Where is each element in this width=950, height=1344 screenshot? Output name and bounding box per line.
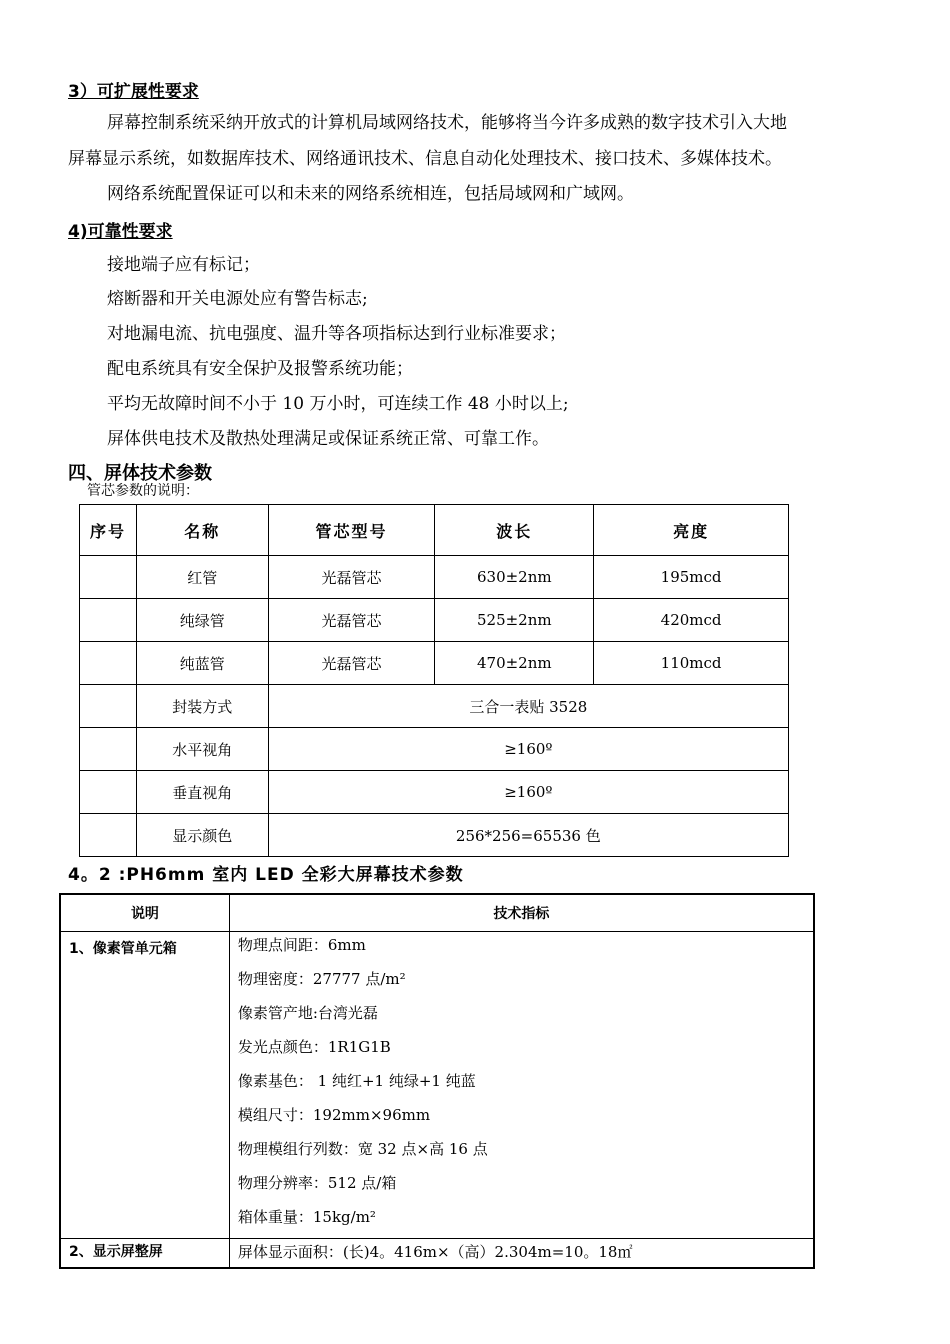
list-item: 屏体供电技术及散热处理满足或保证系统正常、可靠工作。 [107, 429, 549, 449]
list-item: 配电系统具有安全保护及报警系统功能； [107, 359, 413, 379]
header-cell: 管芯型号 [268, 505, 435, 556]
table-cell: 纯绿管 [136, 599, 268, 642]
list-item: 平均无故障时间不小于 10 万小时，可连续工作 48 小时以上; [107, 394, 569, 414]
table-cell: ≥160º [268, 728, 788, 771]
header-cell: 波长 [435, 505, 594, 556]
table-cell: 显示颜色 [136, 814, 268, 857]
section-heading-ph6-spec: 4。2 :PH6mm 室内 LED 全彩大屏幕技术参数 [68, 865, 464, 885]
paragraph-line: 屏幕控制系统采纳开放式的计算机局域网络技术，能够将当今许多成熟的数字技术引入大地 [107, 113, 787, 133]
table-cell [80, 685, 137, 728]
table-cell: 420mcd [594, 599, 789, 642]
table-cell [80, 599, 137, 642]
header-cell: 序号 [80, 505, 137, 556]
table-cell: 水平视角 [136, 728, 268, 771]
table-cell [80, 771, 137, 814]
section-heading-extensibility: 3）可扩展性要求 [68, 82, 199, 102]
header-cell: 说明 [60, 894, 229, 932]
spec-item: 屏体显示面积：(长)4。416m×（高）2.304m=10。18㎡ [237, 1243, 633, 1261]
section-heading-screen-params: 四、屏体技术参数 [68, 463, 212, 484]
table-cell [80, 728, 137, 771]
header-cell: 亮度 [594, 505, 789, 556]
table-row [80, 728, 789, 771]
group-label: 1、像素管单元箱 [60, 932, 229, 1239]
table-cell: 110mcd [594, 642, 789, 685]
spec-item: 发光点颜色：1R1G1B [237, 1038, 391, 1056]
table-cell: 256*256=65536 色 [268, 814, 788, 857]
paragraph-line: 网络系统配置保证可以和未来的网络系统相连，包括局域网和广域网。 [107, 184, 634, 204]
subheading-led-params: 管芯参数的说明： [87, 483, 199, 499]
table-row [80, 556, 789, 599]
spec-item: 模组尺寸：192mm×96mm [237, 1106, 431, 1124]
table-row [80, 771, 789, 814]
led-params-table [79, 504, 789, 857]
list-item: 接地端子应有标记； [107, 255, 260, 275]
spec-item: 物理密度：27777 点/m² [237, 970, 406, 988]
table-header-row [80, 505, 789, 556]
table-row [80, 685, 789, 728]
table-cell [80, 642, 137, 685]
table-cell: 光磊管芯 [268, 556, 435, 599]
header-cell: 技术指标 [229, 894, 814, 932]
table-cell: 封装方式 [136, 685, 268, 728]
table-cell: 630±2nm [435, 556, 594, 599]
group-label: 2、显示屏整屏 [60, 1239, 229, 1269]
table-cell: 红管 [136, 556, 268, 599]
spec-item: 物理模组行列数：宽 32 点×高 16 点 [237, 1140, 488, 1158]
header-cell: 名称 [136, 505, 268, 556]
paragraph-line: 屏幕显示系统，如数据库技术、网络通讯技术、信息自动化处理技术、接口技术、多媒体技术。 [68, 149, 782, 169]
table-cell: 垂直视角 [136, 771, 268, 814]
table-row [80, 642, 789, 685]
table-header-row [60, 894, 814, 932]
table-cell: 光磊管芯 [268, 599, 435, 642]
table-cell: 纯蓝管 [136, 642, 268, 685]
table-cell: 470±2nm [435, 642, 594, 685]
table-row [60, 932, 814, 1239]
list-item: 熔断器和开关电源处应有警告标志; [107, 289, 368, 309]
table-row [80, 814, 789, 857]
table-cell: 三合一表贴 3528 [268, 685, 788, 728]
section-heading-reliability: 4)可靠性要求 [68, 222, 173, 242]
table-row [80, 599, 789, 642]
table-cell [80, 814, 137, 857]
spec-item: 物理分辨率：512 点/箱 [237, 1174, 397, 1192]
table-cell: 525±2nm [435, 599, 594, 642]
table-cell: 光磊管芯 [268, 642, 435, 685]
list-item: 对地漏电流、抗电强度、温升等各项指标达到行业标准要求； [107, 324, 566, 344]
table-cell: ≥160º [268, 771, 788, 814]
table-cell [80, 556, 137, 599]
ph6-spec-table [59, 893, 815, 1269]
table-cell: 195mcd [594, 556, 789, 599]
table-row [60, 1239, 814, 1269]
spec-item: 像素基色： 1 纯红+1 纯绿+1 纯蓝 [237, 1072, 476, 1090]
spec-item: 像素管产地:台湾光磊 [237, 1004, 378, 1022]
spec-item: 箱体重量：15kg/m² [237, 1208, 376, 1226]
spec-item: 物理点间距：6mm [237, 936, 366, 954]
